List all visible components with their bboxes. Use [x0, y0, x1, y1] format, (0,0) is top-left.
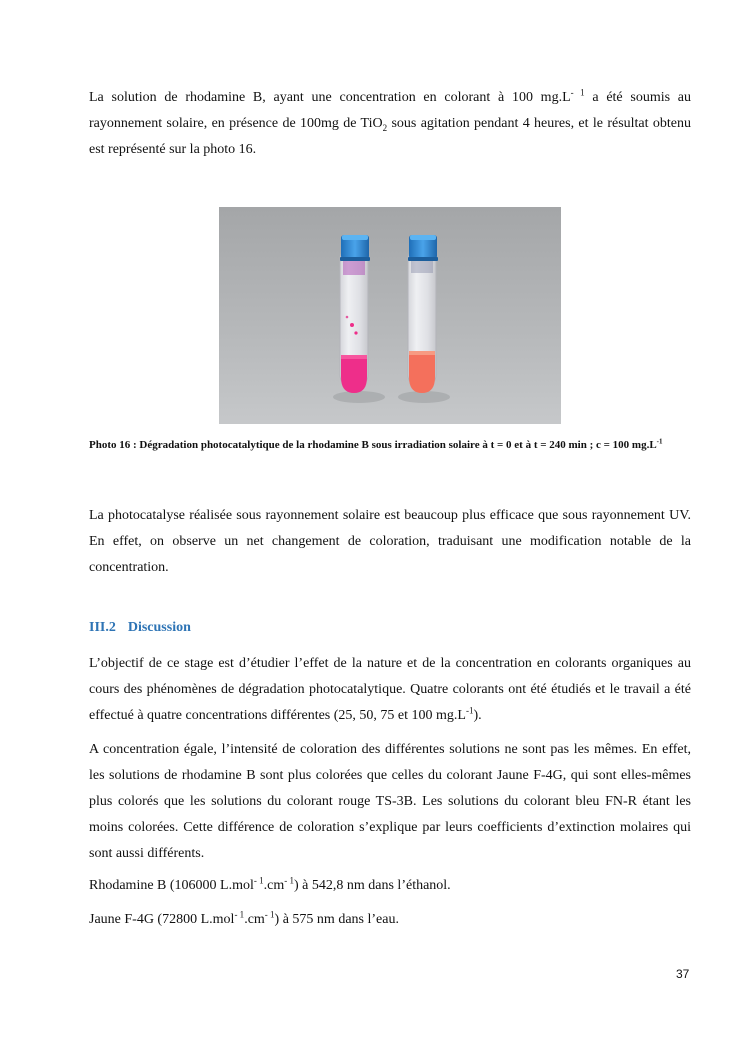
section-title: Discussion [127, 620, 191, 635]
paragraph-objective: L’objectif de ce stage est d’étudier l’effet de la nature et de la concentration en colorants organiques au cours des phénomènes de dégradation photocatalytique. Quatre colorants ont été étudiés et le travail a été effectué à quatre concentrations différentes (25, 50, 75 et 100 $mg.L^{-1}$). [89, 656, 691, 723]
paragraph-photocatalysis-efficiency: La photocatalyse réalisée sous rayonnement solaire est beaucoup plus efficace que sous rayonnement UV. En effet, on observe un net changement de coloration, traduisant une modification notable de la concentration. [89, 508, 691, 575]
paragraph-rhodamine-extinction: Rhodamine B (106000 $L.mol^{- 1}.cm^{- 1}$) à 542,8 nm dans l’éthanol. [89, 875, 451, 893]
tube-t240 [408, 235, 438, 393]
paragraph-rhodamine-solar: La solution de rhodamine B, ayant une concentration en colorant à 100 $mg.L^{- 1}$ a été soumis au rayonnement solaire, en présence de 100mg de TiO$_2$ sous agitation pendant 4 heures, et le résultat obtenu est représenté sur la photo 16. [89, 87, 692, 157]
paragraph-jaune-extinction: Jaune F-4G (72800 $L.mol^{- 1}.cm^{- 1}$) à 575 nm dans l’eau. [89, 909, 399, 927]
section-heading [89, 620, 191, 636]
photo-caption: Photo 16 : Dégradation photocatalytique de la rhodamine B sous irradiation solaire à t = 0 et à t = 240 min ; c = 100 $mg.L^{-1}$ [89, 437, 663, 451]
tube-t0 [340, 235, 370, 393]
paragraph-coloration-intensity: A concentration égale, l’intensité de coloration des différentes solutions ne sont pas les mêmes. En effet, les solutions de rhodamine B sont plus colorées que celles du colorant Jaune F-4G, qui sont elles-mêmes plus colorés que les solutions du colorant rouge TS-3B. Les solutions du colorant bleu FN-R étant les moins colorées. Cette différence de coloration s’explique par leurs coefficients d’extinction molaires qui sont aussi différents. [89, 742, 691, 861]
section-number: III.2 [89, 620, 116, 635]
page-number: 37 [676, 967, 690, 981]
photo-test-tubes [219, 207, 561, 424]
